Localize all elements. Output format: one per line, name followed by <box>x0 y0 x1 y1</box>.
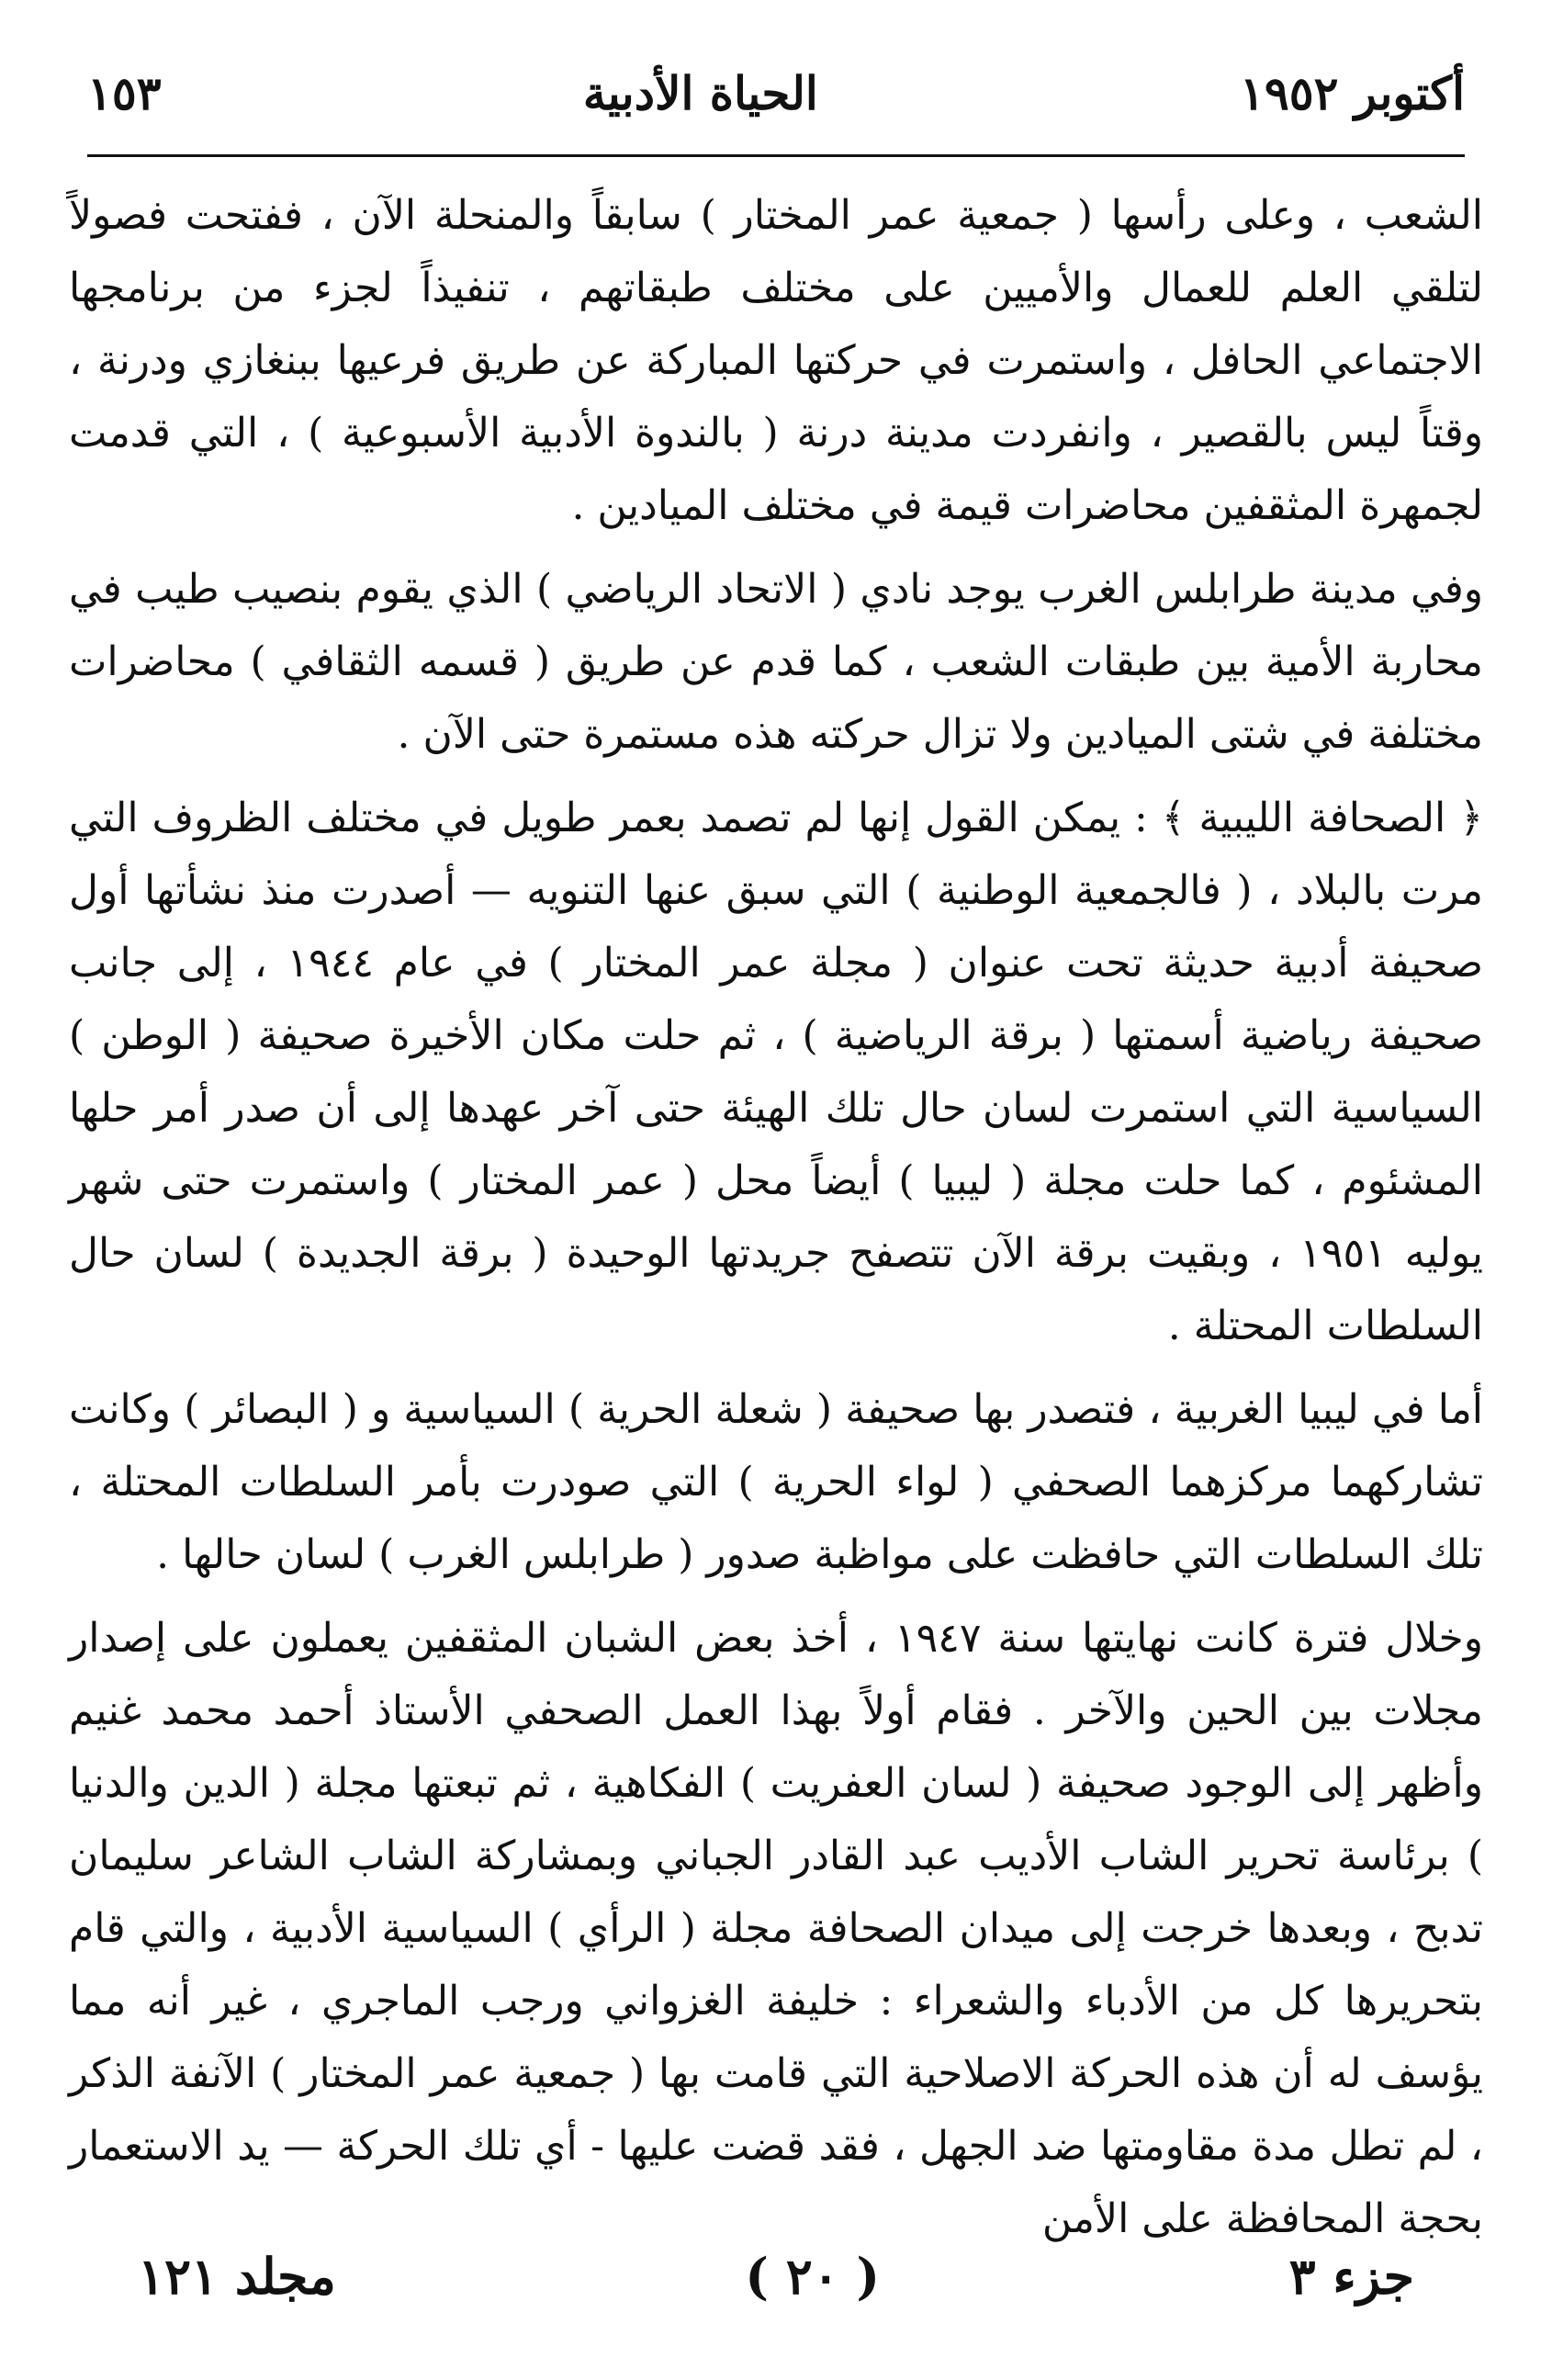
paragraph: الشعب ، وعلى رأسها ( جمعية عمر المختار ) سابقاً والمنحلة الآن ، ففتحت فصولاً لتلقي العلم للعمال والأميين على مختلف طبقاتهم ، تنفيذاً لجزء من برنامجها الاجتماعي الحافل ، واستمرت في حركتها المباركة عن طريق فرعيها ببنغازي ودرنة ، وقتاً ليس بالقصير ، وانفردت مدينة درنة ( بالندوة الأدبية الأسبوعية ) ، التي قدمت لجمهرة المثقفين محاضرات قيمة في مختلف الميادين . <box>69 192 1483 529</box>
page-marker: ( ٢٠ ) <box>745 2247 881 2306</box>
article-body <box>69 179 1483 2266</box>
paragraph: وفي مدينة طرابلس الغرب يوجد نادي ( الاتحاد الرياضي ) الذي يقوم بنصيب طيب في محاربة الأمية بين طبقات الشعب ، كما قدم عن طريق ( قسمه الثقافي ) محاضرات مختلفة في شتى الميادين ولا تزال حركته هذه مستمرة حتى الآن . <box>69 566 1483 758</box>
paragraph: ﴿ الصحافة الليبية ﴾ : يمكن القول إنها لم تصمد بعمر طويل في مختلف الظروف التي مرت بالبلاد ، ( فالجمعية الوطنية ) التي سبق عنها التنويه — أصدرت منذ نشأتها أول صحيفة أدبية حديثة تحت عنوان ( مجلة عمر المختار ) في عام ١٩٤٤ ، إلى جانب صحيفة رياضية أسمتها ( برقة الرياضية ) ، ثم حلت مكان الأخيرة صحيفة ( الوطن ) السياسية التي استمرت لسان حال تلك الهيئة حتى آخر عهدها إلى أن صدر أمر حلها المشئوم ، كما حلت مجلة ( ليبيا ) أيضاً محل ( عمر المختار ) واستمرت حتى شهر يوليه ١٩٥١ ، وبقيت برقة الآن تتصفح جريدتها الوحيدة ( برقة الجديدة ) لسان حال السلطات المحتلة . <box>69 795 1483 1349</box>
running-header <box>87 61 1465 125</box>
part-number: جزء ٣ <box>1288 2247 1414 2306</box>
header-rule <box>87 154 1465 157</box>
volume-number: مجلد ١٢١ <box>138 2247 336 2306</box>
page-footer <box>138 2239 1414 2313</box>
page-number: ١٥٣ <box>87 65 162 120</box>
issue-date: أكتوبر ١٩٥٢ <box>1240 65 1465 120</box>
paragraph: وخلال فترة كانت نهايتها سنة ١٩٤٧ ، أخذ بعض الشبان المثقفين يعملون على إصدار مجلات بين الحين والآخر . فقام أولاً بهذا العمل الصحفي الأستاذ أحمد محمد غنيم وأظهر إلى الوجود صحيفة ( لسان العفريت ) الفكاهية ، ثم تبعتها مجلة ( الدين والدنيا ) برئاسة تحرير الشاب الأديب عبد القادر الجباني وبمشاركة الشاب الشاعر سليمان تدبح ، وبعدها خرجت إلى ميدان الصحافة مجلة ( الرأي ) السياسية الأدبية ، والتي قام بتحريرها كل من الأدباء والشعراء : خليفة الغزواني ورجب الماجري ، غير أنه مما يؤسف له أن هذه الحركة الاصلاحية التي قامت بها ( جمعية عمر المختار ) الآنفة الذكر ، لم تطل مدة مقاومتها ضد الجهل ، فقد قضت عليها - أي تلك الحركة — يد الاستعمار بحجة المحافظة على الأمن <box>69 1615 1484 2242</box>
journal-title: الحياة الأدبية <box>582 65 818 120</box>
paragraph: أما في ليبيا الغربية ، فتصدر بها صحيفة ( شعلة الحرية ) السياسية و ( البصائر ) وكانت تشاركهما مركزهما الصحفي ( لواء الحرية ) التي صودرت بأمر السلطات المحتلة ، تلك السلطات التي حافظت على مواظبة صدور ( طرابلس الغرب ) لسان حالها . <box>69 1386 1483 1578</box>
